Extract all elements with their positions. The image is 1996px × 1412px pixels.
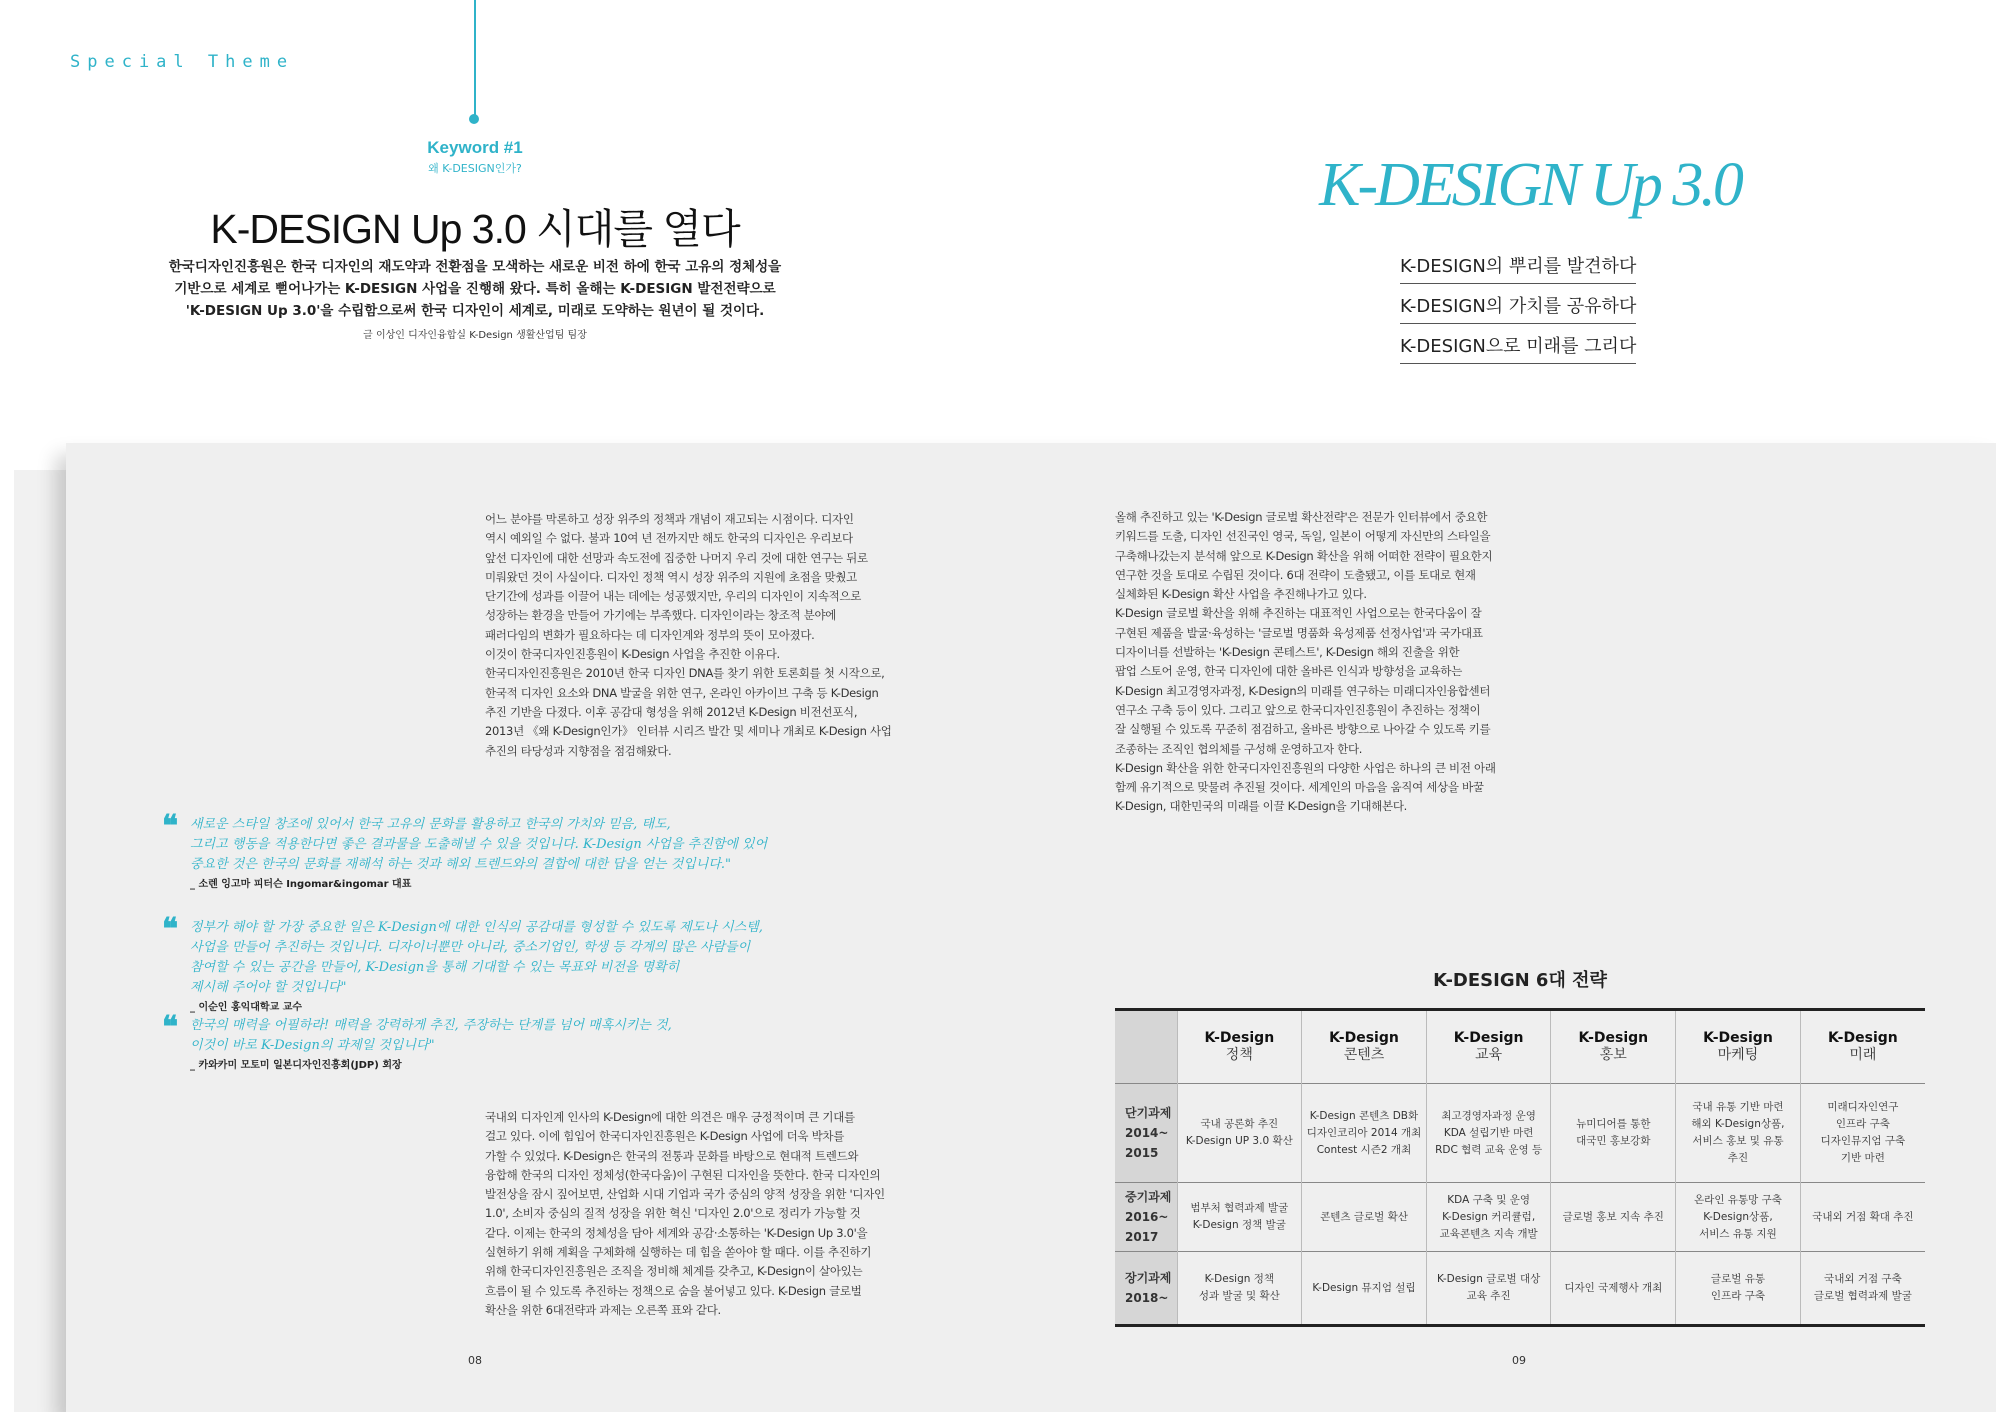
quote-line: 그리고 행동을 적용한다면 좋은 결과물을 도출해낼 수 있을 것입니다. K-Design 사업을 추진함에 있어 — [190, 837, 768, 852]
section-label: Special Theme — [70, 52, 295, 72]
quote-line: 정부가 해야 할 가장 중요한 일은 K-Design에 대한 인식의 공감대를 형성할 수 있도록 제도나 시스템, — [190, 920, 763, 935]
spread-shadow — [14, 470, 74, 1412]
table-row — [1115, 1084, 1925, 1183]
text-line: 국내외 디자인계 인사의 K-Design에 대한 의견은 매우 긍정적이며 큰 기대를 — [485, 1110, 855, 1124]
page-number-right: 09 — [1512, 1354, 1526, 1367]
text-line: 역시 예외일 수 없다. 불과 10여 년 전까지만 해도 한국의 디자인은 우리보다 — [485, 531, 853, 546]
text-line: 걸고 있다. 이에 힘입어 한국디자인진흥원은 K-Design 사업에 더욱 박차를 — [485, 1129, 845, 1144]
text-line: 한국적 디자인 요소와 DNA 발굴을 위한 연구, 온라인 아카이브 구축 등 K-Design — [485, 685, 879, 700]
table-cell: 미래디자인연구 인프라 구축 디자인뮤지엄 구축 기반 마련 — [1800, 1084, 1925, 1183]
table-cell: KDA 구축 및 운영 K-Design 커리큘럼, 교육콘텐츠 지속 개발 — [1426, 1183, 1551, 1252]
table-cell: 글로벌 홍보 지속 추진 — [1551, 1183, 1676, 1252]
row-header: 장기과제 2018~ — [1115, 1252, 1177, 1326]
text-line: 2013년 《왜 K-Design인가》 인터뷰 시리즈 발간 및 세미나 개최로 K-Design 사업 — [485, 724, 892, 739]
right-column — [1115, 508, 1535, 817]
quote-1 — [162, 810, 802, 895]
quote-line: 한국의 매력을 어필하라! 매력을 강력하게 추진, 주장하는 단계를 넘어 매혹시키는 것, — [190, 1018, 672, 1033]
table-cell: 범부처 협력과제 발굴 K-Design 정책 발굴 — [1177, 1183, 1302, 1252]
column-header: K-Design 홍보 — [1551, 1010, 1676, 1084]
quote-2 — [162, 913, 802, 1018]
text-line: 디자이너를 선발하는 'K-Design 콘테스트', K-Design 해외 진출을 위한 — [1115, 645, 1460, 660]
text-line: 구축해나갔는지 분석해 앞으로 K-Design 확산을 위해 어떠한 전략이 필요한지 — [1115, 548, 1493, 563]
slogan-3: K-DESIGN으로 미래를 그리다 — [1400, 332, 1636, 364]
text-line: 한국디자인진흥원은 2010년 한국 디자인 DNA를 찾기 위한 토론회를 첫 시작으로, — [485, 666, 885, 681]
quote-author: _ 이순인 홍익대학교 교수 — [190, 1002, 303, 1013]
text-line: 발전상을 잠시 짚어보면, 산업화 시대 기업과 국가 중심의 양적 성장을 위한 '디자인 — [485, 1187, 885, 1202]
table-cell: K-Design 글로벌 대상 교육 추진 — [1426, 1252, 1551, 1326]
row-header: 중기과제 2016~ 2017 — [1115, 1183, 1177, 1252]
quote-line: 제시해 주어야 할 것입니다" — [190, 980, 347, 995]
column-header: K-Design 콘텐츠 — [1302, 1010, 1427, 1084]
table-cell: K-Design 정책 성과 발굴 및 확산 — [1177, 1252, 1302, 1326]
quote-line: 참여할 수 있는 공간을 만들어, K-Design을 통해 기대할 수 있는 목표와 비전을 명확히 — [190, 960, 680, 975]
table-cell: 글로벌 유통 인프라 구축 — [1676, 1252, 1801, 1326]
column-header: K-Design 교육 — [1426, 1010, 1551, 1084]
text-line: 융합해 한국의 디자인 정체성(한국다움)이 구현된 디자인을 뜻한다. 한국 디자인의 — [485, 1167, 881, 1182]
table-cell: 국내외 거점 구축 글로벌 협력과제 발굴 — [1800, 1252, 1925, 1326]
quote-author: _ 소렌 잉고마 피터슨 Ingomar&ingomar 대표 — [190, 879, 412, 890]
column-header: K-Design 정책 — [1177, 1010, 1302, 1084]
slogan-1: K-DESIGN의 뿌리를 발견하다 — [1400, 252, 1636, 284]
page-number-left: 08 — [468, 1354, 482, 1367]
text-line: 조종하는 조직인 협의체를 구성해 운영하고자 한다. — [1115, 741, 1363, 756]
column-header: K-Design 미래 — [1800, 1010, 1925, 1084]
column-header: K-Design 마케팅 — [1676, 1010, 1801, 1084]
left-column-bottom — [485, 1108, 905, 1320]
text-line: 실현하기 위해 계획을 구체화해 실행하는 데 힘을 쏟아야 할 때다. 이를 추진하기 — [485, 1245, 872, 1260]
k-design-logo: K-DESIGN Up 3.0 — [1319, 151, 1741, 219]
quote-line: 새로운 스타일 창조에 있어서 한국 고유의 문화를 활용하고 한국의 가치와 믿음, 태도, — [190, 817, 671, 832]
text-line: 어느 분야를 막론하고 성장 위주의 정책과 개념이 재고되는 시점이다. 디자인 — [485, 512, 854, 526]
text-line: 앞선 디자인에 대한 선망과 속도전에 집중한 나머지 우리 것에 대한 연구는 뒤로 — [485, 550, 868, 565]
text-line: 위해 한국디자인진흥원은 조직을 정비해 체계를 갖추고, K-Design이 살아있는 — [485, 1264, 863, 1279]
text-line: 확산을 위한 6대전략과 과제는 오른쪽 표와 같다. — [485, 1302, 721, 1317]
lead-line: 'K-DESIGN Up 3.0'을 수립함으로써 한국 디자인이 세계로, 미래로 도약하는 원년이 될 것이다. — [185, 303, 765, 319]
keyword-label: Keyword #1 — [427, 138, 523, 157]
text-line: 추진의 타당성과 지향점을 점검해왔다. — [485, 743, 672, 758]
text-line: 올해 추진하고 있는 'K-Design 글로벌 확산전략'은 전문가 인터뷰에서 중요한 — [1115, 510, 1488, 524]
lead-line: 한국디자인진흥원은 한국 디자인의 재도약과 전환점을 모색하는 새로운 비전 하에 한국 고유의 정체성을 — [168, 259, 782, 275]
text-line: 같다. 이제는 한국의 정체성을 담아 세계와 공감·소통하는 'K-Design Up 3.0'을 — [485, 1225, 868, 1240]
quote-line: 중요한 것은 한국의 문화를 재해석 하는 것과 해외 트렌드와의 결합에 대한 답을 얻는 것입니다." — [190, 857, 732, 872]
quote-mark-icon: ❝ — [162, 1011, 173, 1044]
keyword-subtitle: 왜 K-DESIGN인가? — [428, 162, 522, 175]
text-line: 흐름이 될 수 있도록 추진하는 정책으로 숨을 불어넣고 있다. K-Design 글로벌 — [485, 1283, 862, 1298]
table-row — [1115, 1252, 1925, 1326]
table-header-row — [1115, 1010, 1925, 1084]
text-line: 패러다임의 변화가 필요하다는 데 디자인계와 정부의 뜻이 모아졌다. — [485, 627, 815, 642]
left-column-top — [485, 510, 905, 761]
table-cell: 콘텐츠 글로벌 확산 — [1302, 1183, 1427, 1252]
text-line: 실체화된 K-Design 확산 사업을 추진해나가고 있다. — [1115, 587, 1367, 602]
text-line: 잘 실행될 수 있도록 꾸준히 점검하고, 올바른 방향으로 나아갈 수 있도록 키를 — [1115, 722, 1491, 737]
table-cell: 디자인 국제행사 개최 — [1551, 1252, 1676, 1326]
text-line: 팝업 스토어 운영, 한국 디자인에 대한 올바른 인식과 방향성을 교육하는 — [1115, 664, 1463, 679]
table-cell: 국내 유통 기반 마련 해외 K-Design상품, 서비스 홍보 및 유통 추진 — [1676, 1084, 1801, 1183]
table-cell: K-Design 콘텐츠 DB화 디자인코리아 2014 개최 Contest 시즌2 개최 — [1302, 1084, 1427, 1183]
quote-author: _ 카와카미 모토미 일본디자인진흥회(JDP) 회장 — [190, 1060, 402, 1071]
byline: 글 이상인 디자인융합실 K-Design 생활산업팀 팀장 — [363, 330, 587, 341]
quote-line: 이것이 바로 K-Design의 과제일 것입니다" — [190, 1038, 435, 1053]
text-line: 단기간에 성과를 이끌어 내는 데에는 성공했지만, 우리의 디자인이 지속적으로 — [485, 589, 862, 604]
text-line: K-Design 최고경영자과정, K-Design의 미래를 연구하는 미래디자인융합센터 — [1115, 683, 1491, 698]
table-cell: K-Design 뮤지엄 설립 — [1302, 1252, 1427, 1326]
table-cell: 최고경영자과정 운영 KDA 설립기반 마련 RDC 협력 교육 운영 등 — [1426, 1084, 1551, 1183]
text-line: 연구한 것을 토대로 수립된 것이다. 6대 전략이 도출됐고, 이를 토대로 현재 — [1115, 567, 1476, 582]
line-dot — [469, 114, 479, 124]
quote-mark-icon: ❝ — [162, 913, 173, 946]
table-corner — [1115, 1010, 1177, 1084]
text-line: 미뤄왔던 것이 사실이다. 디자인 정책 역시 성장 위주의 지원에 초점을 맞췄고 — [485, 569, 857, 584]
table-cell: 국내 공론화 추진 K-Design UP 3.0 확산 — [1177, 1084, 1302, 1183]
lead-paragraph — [160, 256, 790, 322]
row-header: 단기과제 2014~ 2015 — [1115, 1084, 1177, 1183]
text-line: 추진 기반을 다졌다. 이후 공감대 형성을 위해 2012년 K-Design 비전선포식, — [485, 704, 858, 719]
quote-mark-icon: ❝ — [162, 810, 173, 843]
text-line: 키워드를 도출, 디자인 선진국인 영국, 독일, 일본이 어떻게 자신만의 스타일을 — [1115, 529, 1491, 544]
quote-line: 사업을 만들어 추진하는 것입니다. 디자이너뿐만 아니라, 중소기업인, 학생 등 각계의 많은 사람들이 — [190, 940, 751, 955]
vertical-line — [474, 0, 476, 118]
text-line: 구현된 제품을 발굴·육성하는 '글로벌 명품화 육성제품 선정사업'과 국가대표 — [1115, 625, 1483, 640]
table-cell: 온라인 유통망 구축 K-Design상품, 서비스 유통 지원 — [1676, 1183, 1801, 1252]
table-cell: 국내외 거점 확대 추진 — [1800, 1183, 1925, 1252]
text-line: 연구소 구축 등이 있다. 그리고 앞으로 한국디자인진흥원이 추진하는 정책이 — [1115, 702, 1481, 717]
table-title: K-DESIGN 6대 전략 — [1433, 970, 1607, 991]
text-line: K-Design 확산을 위한 한국디자인진흥원의 다양한 사업은 하나의 큰 비전 아래 — [1115, 760, 1496, 775]
text-line: 함께 유기적으로 맞물려 추진될 것이다. 세계인의 마음을 움직여 세상을 바꿀 — [1115, 780, 1484, 795]
text-line: 1.0', 소비자 중심의 질적 성장을 위한 혁신 '디자인 2.0'으로 정리가 가능할 것 — [485, 1206, 861, 1221]
text-line: K-Design, 대한민국의 미래를 이끌 K-Design을 기대해본다. — [1115, 799, 1408, 814]
strategy-table — [1115, 1008, 1925, 1327]
text-line: K-Design 글로벌 확산을 위해 추진하는 대표적인 사업으로는 한국다움이 잘 — [1115, 606, 1482, 621]
quote-3 — [162, 1011, 802, 1076]
text-line: 가할 수 있었다. K-Design은 한국의 전통과 문화를 바탕으로 현대적 트렌드와 — [485, 1148, 859, 1163]
slogan-2: K-DESIGN의 가치를 공유하다 — [1400, 292, 1636, 324]
table-cell: 뉴미디어를 통한 대국민 홍보강화 — [1551, 1084, 1676, 1183]
lead-line: 기반으로 세계로 뻗어나가는 K-DESIGN 사업을 진행해 왔다. 특히 올해는 K-DESIGN 발전전략으로 — [174, 281, 776, 297]
text-line: 이것이 한국디자인진흥원이 K-Design 사업을 추진한 이유다. — [485, 647, 780, 662]
text-line: 성장하는 환경을 만들어 가기에는 부족했다. 디자인이라는 창조적 분야에 — [485, 608, 837, 623]
article-title: K-DESIGN Up 3.0 시대를 열다 — [210, 206, 740, 252]
table-row — [1115, 1183, 1925, 1252]
